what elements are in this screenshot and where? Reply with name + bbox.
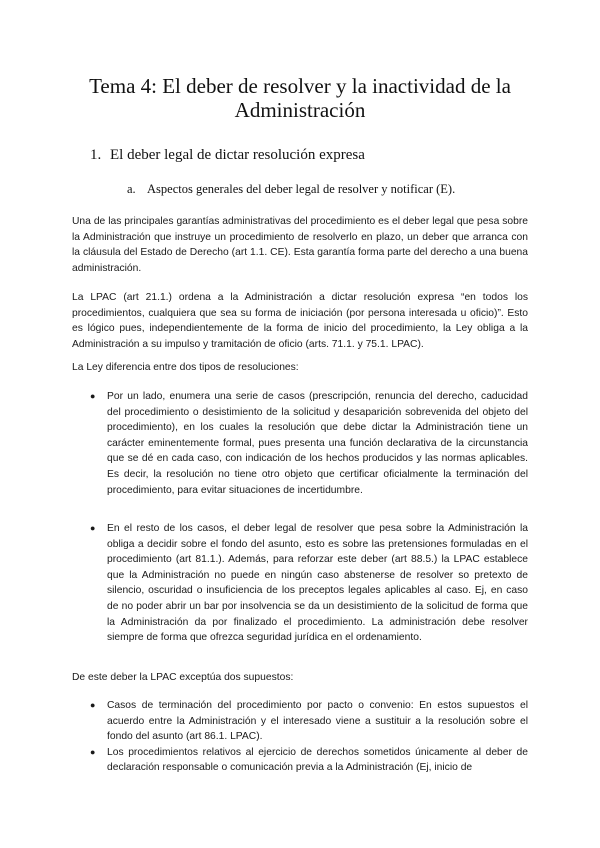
exceptions-list (90, 698, 528, 776)
list-item-text: En el resto de los casos, el deber legal de resolver que pesa sobre la Administración la obliga a decidir sobre el fondo del asunto, esto es sobre las pretensiones formuladas en el procedimiento (art 81.1.). Además, para reforzar este deber (art 88.5.) la LPAC establece que la Administración no puede en ningún caso abstenerse de resolver so pretexto de silencio, oscuridad o insuficiencia de los preceptos legales aplicables al caso. Ej, en caso de no poder abrir un bar por insolvencia se da un desistimiento de la solicitud de forma que la Administración da por finalizado el procedimiento. La administración debe resolver siempre de forma que ofrezca seguridad jurídica en el ordenamiento. (107, 523, 528, 644)
list-item-text: Los procedimientos relativos al ejercicio de derechos sometidos únicamente al deber de declaración responsable o comunicación previa a la Administración (Ej, inicio de (107, 746, 528, 774)
paragraph: La Ley diferencia entre dos tipos de resoluciones: (72, 362, 299, 373)
subsection-heading (127, 181, 455, 197)
resolution-types-list (90, 389, 528, 498)
list-item (90, 521, 528, 646)
bullet-icon: ● (90, 746, 96, 757)
section-title: El deber legal de dictar resolución expresa (110, 147, 365, 163)
bullet-icon: ● (90, 391, 96, 401)
list-item-text: Por un lado, enumera una serie de casos (prescripción, renuncia del derecho, caducidad del procedimiento o desistimiento de la solicitud y desaparición sobrevenida del objeto del procedimiento), en los cuales la resolución que debe dictar la Administración tiene un carácter eminentemente formal, pues presenta una función declarativa de la circunstancia que se dé en cada caso, con indicación de los hechos producidos y las normas aplicables. Es decir, la resolución no tiene otro objeto que certificar oficialmente la terminación del procedimiento, para evitar situaciones de incertidumbre. (107, 391, 528, 496)
list-item (90, 698, 528, 745)
subsection-title: Aspectos generales del deber legal de resolver y notificar (E). (147, 182, 456, 196)
document-title: Tema 4: El deber de resolver y la inactividad de la Administración (89, 74, 511, 122)
list-item (90, 389, 528, 498)
subsection-letter: a. (127, 182, 136, 196)
list-item (90, 745, 528, 776)
paragraph: Una de las principales garantías administrativas del procedimiento es el deber legal que pesa sobre la Administración que instruye un procedimiento de resolverlo en plazo, un deber que arranca con la cláusula del Estado de Derecho (art 1.1. CE). Esta garantía forma parte del derecho a una buena administración. (72, 216, 528, 274)
section-heading (90, 146, 365, 164)
section-number: 1. (90, 147, 102, 163)
bullet-icon: ● (90, 523, 96, 533)
paragraph: La LPAC (art 21.1.) ordena a la Administración a dictar resolución expresa “en todos los procedimientos, cualquiera que sea su forma de iniciación (por persona interesada u oficio)”. Esto es lógico pues, independientemente de la forma de inicio del procedimiento, la Ley obliga a la Administración a su impulso y tramitación de oficio (arts. 71.1. y 75.1. LPAC). (72, 292, 528, 350)
bullet-icon: ● (90, 700, 96, 710)
resolution-types-list-continued (90, 521, 528, 646)
list-item-text: Casos de terminación del procedimiento por pacto o convenio: En estos supuestos el acuerdo entre la Administración y el interesado viene a sustituir a la resolución sobre el fondo del asunto (art 86.1. LPAC). (107, 700, 528, 743)
paragraph: De este deber la LPAC exceptúa dos supuestos: (72, 672, 294, 683)
